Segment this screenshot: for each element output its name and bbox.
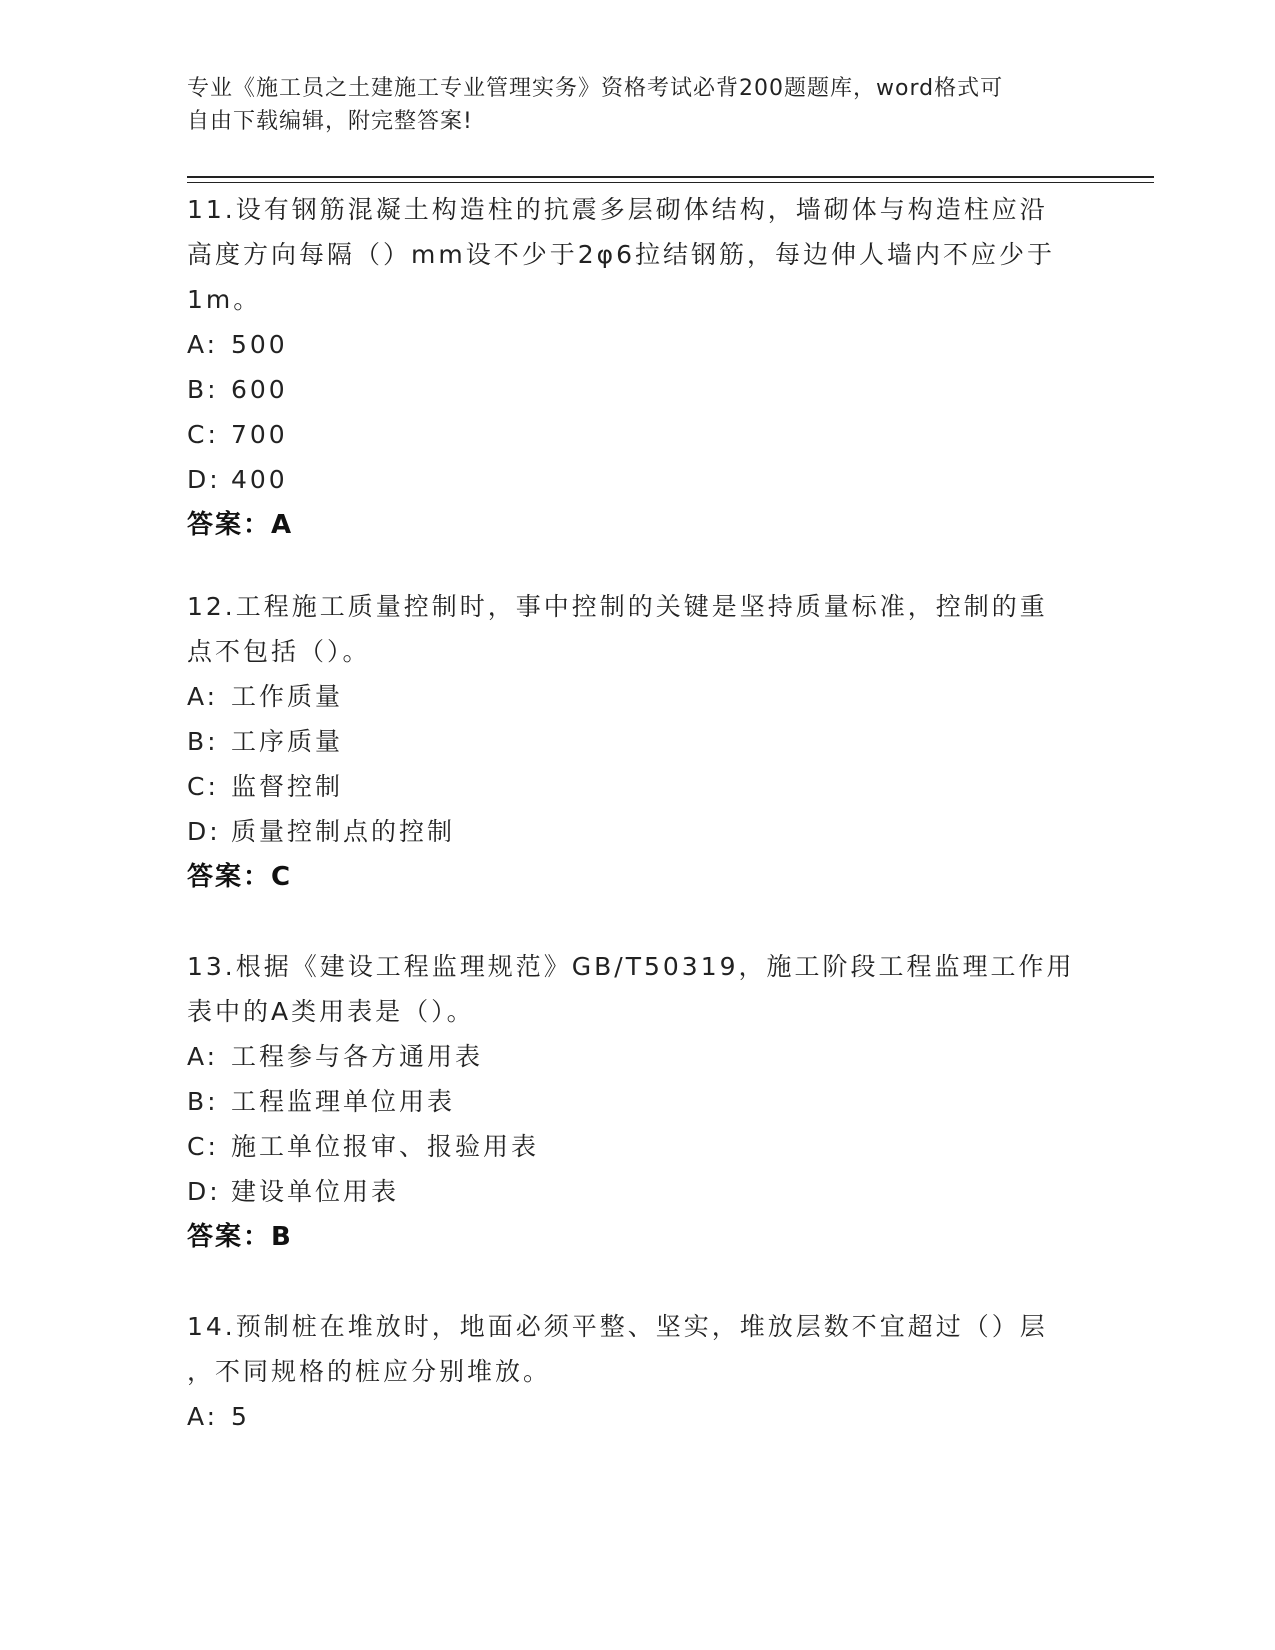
answer: 答案：B — [187, 1222, 293, 1252]
option-c — [187, 764, 1087, 809]
option-text: 500 — [231, 330, 288, 359]
option-text: 工作质量 — [231, 682, 344, 711]
question-text: 11.设有钢筋混凝土构造柱的抗震多层砌体结构，墙砌体与构造柱应沿 — [187, 195, 1048, 224]
option-text: 400 — [231, 465, 288, 494]
option-text: 5 — [231, 1402, 250, 1431]
option-a — [187, 322, 1087, 367]
option-label: A: — [187, 1042, 219, 1071]
question-text: 高度方向每隔（）mm设不少于2φ6拉结钢筋，每边伸人墙内不应少于 — [187, 240, 1056, 269]
option-label: D: — [187, 1177, 221, 1206]
header-line-2: 自由下载编辑，附完整答案! — [187, 109, 473, 134]
question-text: 12.工程施工质量控制时，事中控制的关键是坚持质量标准，控制的重 — [187, 592, 1048, 621]
header-line-1: 专业《施工员之土建施工专业管理实务》资格考试必背200题题库，word格式可 — [187, 76, 1004, 101]
option-text: 建设单位用表 — [231, 1177, 400, 1206]
option-label: A: — [187, 682, 219, 711]
option-a — [187, 1394, 1087, 1439]
question-text: 表中的A类用表是（）。 — [187, 997, 475, 1026]
option-text: 700 — [231, 420, 288, 449]
option-c — [187, 1124, 1087, 1169]
question-text: 点不包括（）。 — [187, 637, 371, 666]
option-b — [187, 1079, 1087, 1124]
header-divider — [187, 176, 1154, 178]
option-text: 施工单位报审、报验用表 — [231, 1132, 540, 1161]
option-b — [187, 367, 1087, 412]
option-b — [187, 719, 1087, 764]
option-label: B: — [187, 375, 219, 404]
option-label: C: — [187, 420, 219, 449]
question-text: 14.预制桩在堆放时，地面必须平整、坚实，堆放层数不宜超过（）层 — [187, 1312, 1048, 1341]
option-label: D: — [187, 817, 221, 846]
option-text: 质量控制点的控制 — [231, 817, 456, 846]
option-label: C: — [187, 772, 219, 801]
option-label: A: — [187, 330, 219, 359]
question-12 — [187, 584, 1087, 900]
option-text: 工程参与各方通用表 — [231, 1042, 484, 1071]
header-divider-thin — [187, 182, 1154, 183]
option-text: 监督控制 — [231, 772, 344, 801]
question-13 — [187, 944, 1087, 1260]
option-d — [187, 457, 1087, 502]
question-14 — [187, 1304, 1087, 1439]
option-label: A: — [187, 1402, 219, 1431]
option-text: 工序质量 — [231, 727, 344, 756]
answer: 答案：C — [187, 862, 293, 892]
option-a — [187, 1034, 1087, 1079]
option-text: 600 — [231, 375, 288, 404]
answer: 答案：A — [187, 510, 294, 540]
question-text: 1m。 — [187, 285, 262, 314]
option-c — [187, 412, 1087, 457]
option-d — [187, 1169, 1087, 1214]
option-d — [187, 809, 1087, 854]
option-label: D: — [187, 465, 221, 494]
option-label: B: — [187, 1087, 219, 1116]
question-text: ，不同规格的桩应分别堆放。 — [187, 1357, 552, 1386]
option-text: 工程监理单位用表 — [231, 1087, 456, 1116]
option-a — [187, 674, 1087, 719]
document-header — [187, 72, 1067, 138]
question-text: 13.根据《建设工程监理规范》GB/T50319，施工阶段工程监理工作用 — [187, 952, 1075, 981]
option-label: C: — [187, 1132, 219, 1161]
question-11 — [187, 187, 1087, 548]
option-label: B: — [187, 727, 219, 756]
